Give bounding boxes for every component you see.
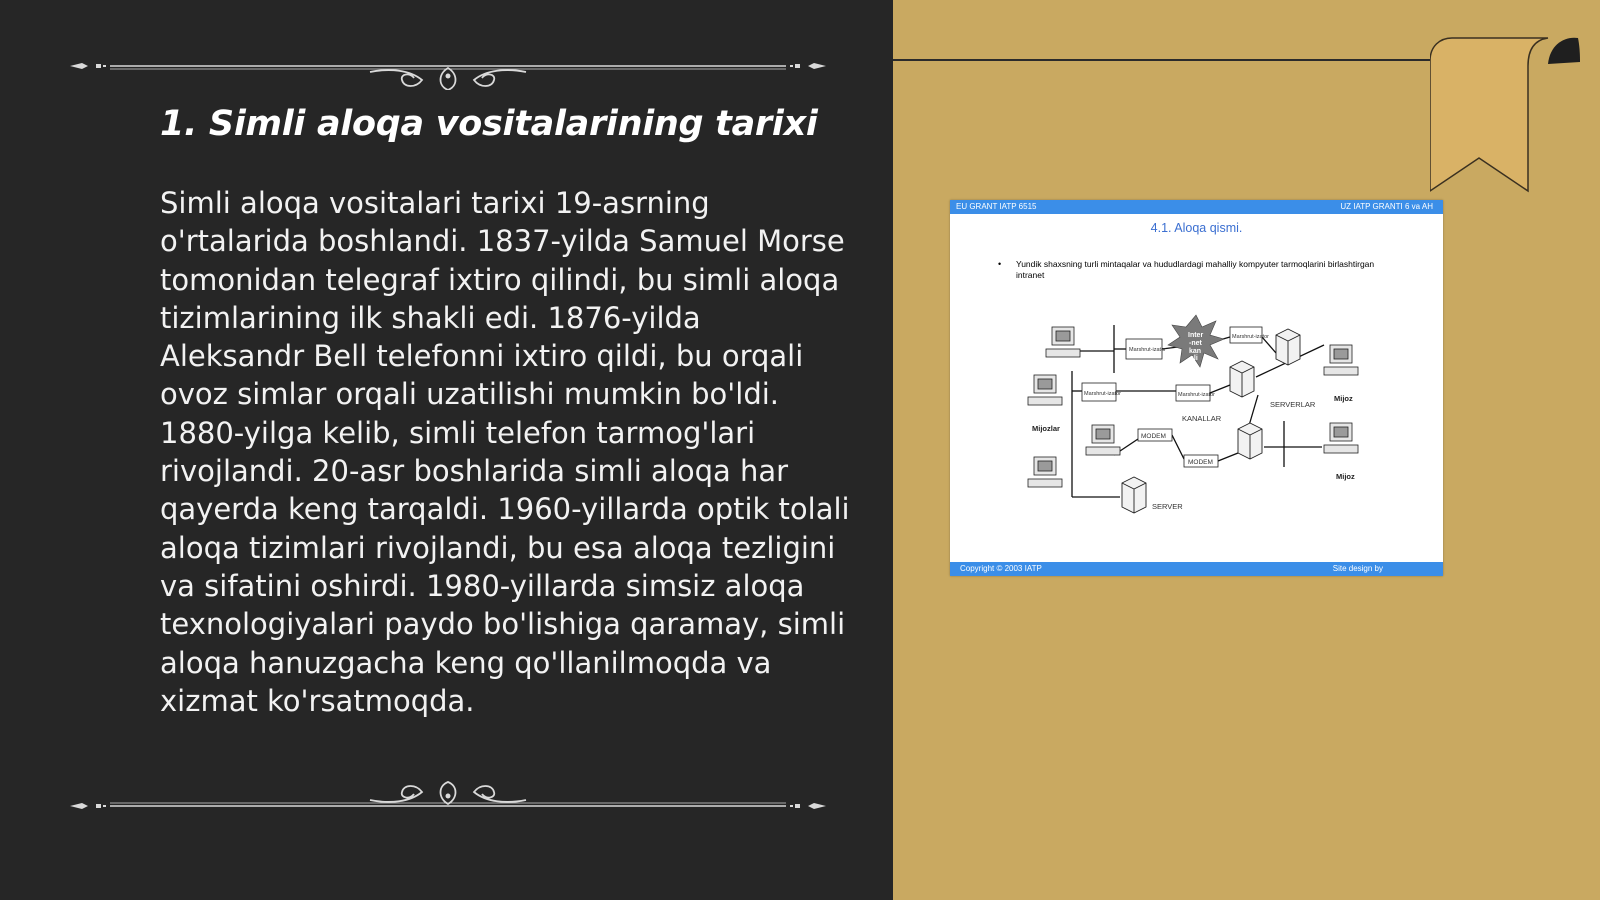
- server-label: SERVER: [1152, 502, 1183, 511]
- serverlar-label: SERVERLAR: [1270, 400, 1316, 409]
- bookmark-ribbon-icon: [1430, 36, 1580, 198]
- cloud-label-3: kan: [1189, 348, 1202, 355]
- router-label-3: Marshrut-izator: [1084, 391, 1121, 397]
- cloud-label-1: Inter: [1188, 332, 1204, 339]
- ornament-divider-top: [70, 50, 826, 90]
- modem-label-2: MODEM: [1188, 459, 1213, 466]
- router-label-2: Marshrut-izator: [1232, 334, 1269, 340]
- network-diagram: [1022, 305, 1382, 520]
- thumbnail-header-right: UZ IATP GRANTI 6 va AH: [1340, 202, 1433, 211]
- slide-thumbnail: [950, 200, 1443, 576]
- decorative-line: [893, 59, 1453, 61]
- kanallar-label: KANALLAR: [1182, 414, 1222, 423]
- thumbnail-footer-right: Site design by: [1332, 564, 1383, 573]
- thumbnail-header-left: EU GRANT IATP 6515: [956, 202, 1037, 211]
- image-panel: [893, 0, 1600, 900]
- thumbnail-title: 4.1. Aloqa qismi.: [1150, 221, 1243, 235]
- mijoz-label-1: Mijoz: [1334, 394, 1353, 403]
- thumbnail-header-bar: [950, 200, 1443, 214]
- thumbnail-bullet: •: [998, 259, 1002, 269]
- modem-label-1: MODEM: [1141, 433, 1166, 440]
- thumbnail-text: Yundik shaxsning turli mintaqalar va hududlardagi mahalliy kompyuter tarmoqlarini birlashtirgan intranet: [1016, 259, 1375, 280]
- cloud-label-4: ali: [1190, 355, 1198, 362]
- thumbnail-footer-left: Copyright © 2003 IATP: [960, 564, 1042, 573]
- cloud-label-2: -net: [1189, 340, 1202, 347]
- router-label-1: Marshrut-izator: [1129, 347, 1166, 353]
- slide-title: 1. Simli aloqa vositalarining tarixi: [160, 104, 818, 144]
- router-label-4: Marshrut-izator: [1178, 392, 1215, 398]
- mijozlar-label: Mijozlar: [1032, 424, 1060, 433]
- mijoz-label-2: Mijoz: [1336, 472, 1355, 481]
- thumbnail-footer-bar: [950, 562, 1443, 576]
- body-paragraph: Simli aloqa vositalari tarixi 19-asrning o'rtalarida boshlandi. 1837-yilda Samuel Morse tomonidan telegraf ixtiro qilindi, bu simli aloqa tizimlarining ilk shakli edi. 1876-yilda Aleksandr Bell telefonni ixtiro qildi, bu orqali ovoz simlar orqali uzatilishi mumkin bo'ldi. 1880-yilga kelib, simli telefon tarmog'lari rivojlandi. 20-asr boshlarida simli aloqa har qayerda keng tarqaldi. 1960-yillarda optik tolali aloqa tizimlari rivojlandi, bu esa aloqa tezligini va sifatini oshirdi. 1980-yillarda simsiz aloqa texnologiyalari paydo bo'lishiga qaramay, simli aloqa hanuzgacha keng qo'llanilmoqda va xizmat ko'rsatmoqda.: [160, 186, 850, 718]
- ornament-divider-bottom: [70, 776, 826, 816]
